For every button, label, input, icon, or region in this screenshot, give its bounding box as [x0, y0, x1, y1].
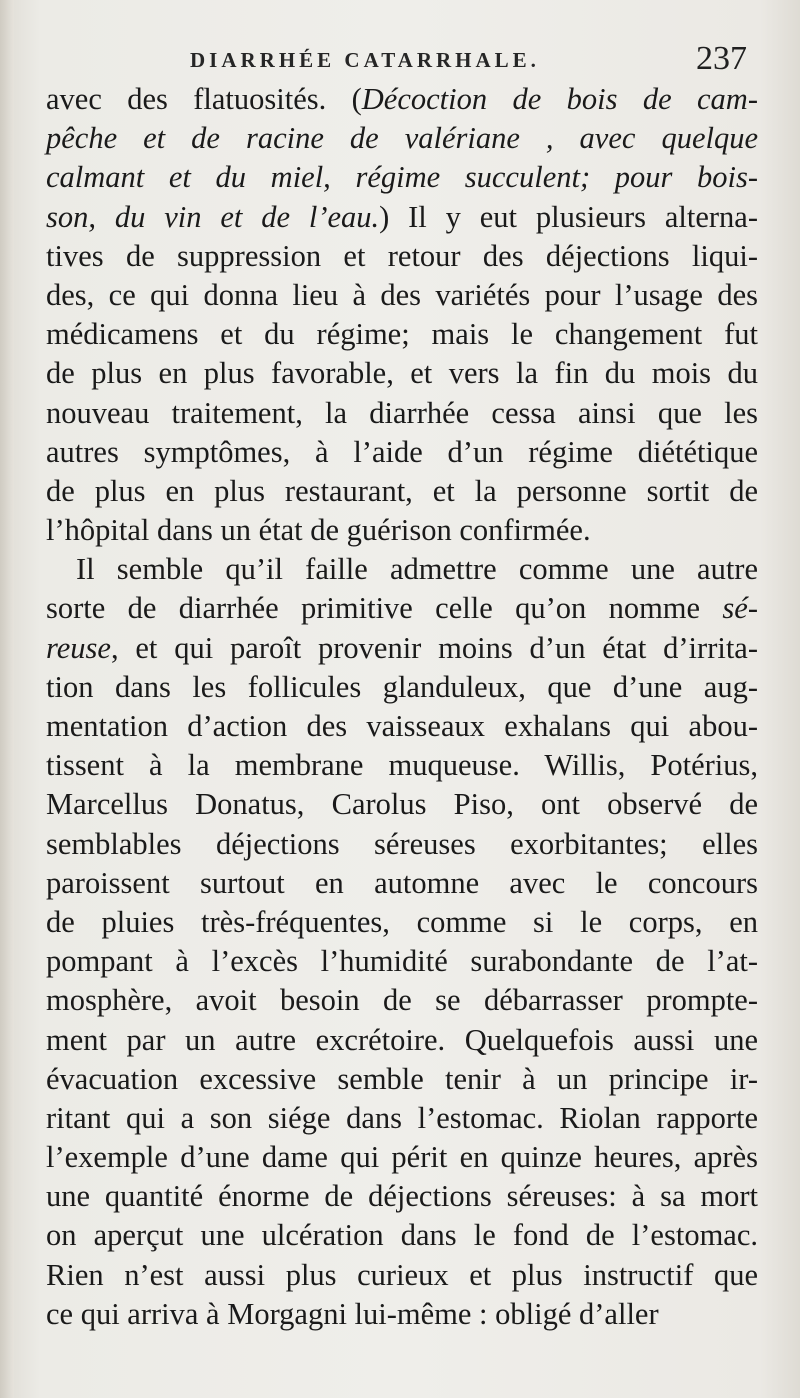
text-line — [46, 589, 758, 628]
text-line — [46, 903, 758, 942]
text-line — [46, 119, 758, 158]
body-text — [46, 80, 758, 1334]
text-line — [46, 785, 758, 824]
text-run: sorte de diarrhée primitive celle qu’on nomme — [46, 591, 723, 626]
text-run: paroissent surtout en automne avec le concours — [46, 865, 758, 900]
text-line — [46, 472, 758, 511]
text-run: autres symptômes, à l’aide d’un régime diététique — [46, 434, 758, 469]
text-line — [46, 942, 758, 981]
italic-text: Décoction de bois de cam- — [361, 82, 758, 116]
text-line — [46, 1138, 758, 1177]
text-run: nouveau traitement, la diarrhée cessa ainsi que les — [46, 395, 758, 430]
page-number: 237 — [696, 40, 747, 77]
text-run: évacuation excessive semble tenir à un principe ir- — [46, 1061, 758, 1096]
italic-text: reuse — [46, 630, 111, 665]
page-edge-shadow — [0, 0, 14, 1398]
running-title: DIARRHÉE CATARRHALE. — [190, 48, 540, 72]
paragraph — [46, 80, 758, 550]
text-line — [46, 276, 758, 315]
text-run: médicamens et du régime; mais le changement fut — [46, 317, 758, 352]
text-run: de plus en plus favorable, et vers la fin du mois du — [46, 356, 758, 391]
text-run: Il semble qu’il faille admettre comme une autre — [76, 552, 758, 587]
text-line — [46, 746, 758, 785]
text-run: des, ce qui donna lieu à des variétés pour l’usage des — [46, 277, 758, 312]
text-run: , et qui paroît provenir moins d’un état d’irrita- — [110, 630, 758, 665]
text-run: ritant qui a son siége dans l’estomac. Riolan rapporte — [46, 1100, 758, 1135]
text-line — [46, 1099, 758, 1138]
text-line — [46, 1021, 758, 1060]
text-run: ment par un autre excrétoire. Quelquefois aussi une — [46, 1022, 758, 1057]
text-run: avec des flatuosités. ( — [46, 82, 362, 116]
text-run: l’exemple d’une dame qui périt en quinze heures, après — [46, 1140, 758, 1175]
text-run: mosphère, avoit besoin de se débarrasser prompte- — [46, 983, 758, 1018]
text-run: on aperçut une ulcération dans le fond de l’estomac. — [46, 1218, 758, 1253]
text-line — [46, 80, 758, 119]
italic-text: son, du vin et de l’eau. — [46, 199, 380, 234]
italic-text: sé- — [722, 591, 758, 626]
text-run: tissent à la membrane muqueuse. Willis, Potérius, — [46, 748, 758, 783]
text-run: de pluies très-fréquentes, comme si le corps, en — [46, 904, 758, 939]
text-run: l’hôpital dans un état de guérison confirmée. — [46, 513, 591, 548]
text-line — [46, 354, 758, 393]
text-run: ce qui arriva à Morgagni lui-même : obligé d’aller — [46, 1296, 659, 1331]
text-run: Rien n’est aussi plus curieux et plus instructif que — [46, 1257, 758, 1292]
text-run: ) Il y eut plusieurs alterna- — [379, 199, 758, 234]
text-run: mentation d’action des vaisseaux exhalans qui abou- — [46, 709, 758, 743]
text-line — [46, 158, 758, 197]
text-line — [46, 550, 758, 589]
text-line — [46, 1060, 758, 1099]
text-line — [46, 864, 758, 903]
text-run: de plus en plus restaurant, et la personne sortit de — [46, 473, 758, 508]
text-line — [46, 198, 758, 237]
text-line — [46, 315, 758, 354]
text-run: tion dans les follicules glanduleux, que d’une aug- — [46, 669, 758, 704]
text-line — [46, 1295, 758, 1334]
text-line — [46, 1256, 758, 1295]
text-line — [46, 394, 758, 433]
italic-text: calmant et du miel, régime succulent; pour bois- — [46, 160, 758, 195]
text-line — [46, 629, 758, 668]
text-run: Marcellus Donatus, Carolus Piso, ont observé de — [46, 787, 758, 822]
text-line — [46, 981, 758, 1020]
text-run: une quantité énorme de déjections séreuses: à sa mort — [46, 1179, 758, 1214]
text-line — [46, 237, 758, 276]
text-line — [46, 668, 758, 707]
paragraph — [46, 550, 758, 1334]
text-run: pompant à l’excès l’humidité surabondante de l’at- — [46, 944, 758, 979]
text-run: tives de suppression et retour des déjections liqui- — [46, 238, 758, 273]
text-line — [46, 1177, 758, 1216]
text-line — [46, 433, 758, 472]
text-line — [46, 1216, 758, 1255]
text-line — [46, 707, 758, 746]
italic-text: pêche et de racine de valériane , avec quelque — [46, 121, 758, 156]
text-run: semblables déjections séreuses exorbitantes; elles — [46, 826, 758, 861]
text-line — [46, 511, 758, 550]
text-line — [46, 825, 758, 864]
